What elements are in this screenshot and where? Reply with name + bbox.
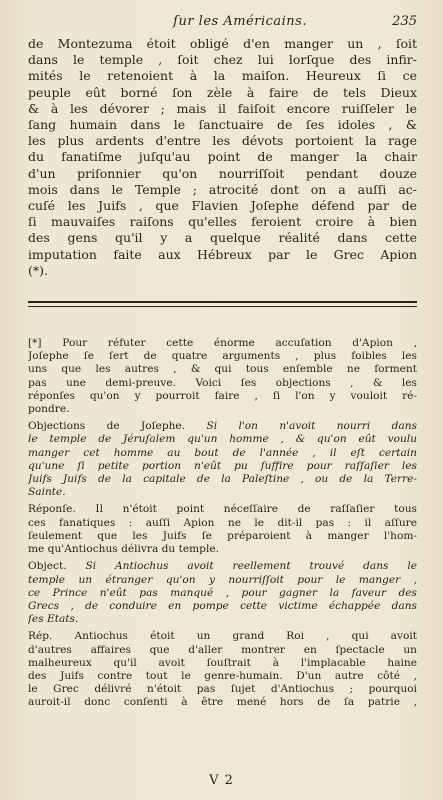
text-line: imputation faite aux Hébreux par le Grec Apion — [28, 246, 417, 262]
footnote-line: Grecs , de conduire en pompe cette victime échappée dans — [28, 599, 417, 612]
objection-text: Si l'on n'avoit nourri dans — [185, 420, 417, 433]
objection-text: Si Antiochus avoit reellement trouvé dans le — [66, 560, 417, 573]
footnote-line: d'autres affaires que d'aller montrer en ſpectacle un — [28, 643, 417, 656]
text-line: les plus ardents d'entre les dévots portoient la rage — [28, 133, 417, 149]
text-line: mois dans le Temple ; atrocité dont on a auſſi ac- — [28, 181, 417, 197]
footnote-line — [28, 420, 417, 433]
footnote-divider — [28, 301, 417, 307]
footnote-line: me qu'Antiochus délivra du temple. — [28, 543, 219, 556]
footnote-line: ce Prince n'eût pas manqué , pour gagner la faveur des — [28, 586, 417, 599]
footnote-line: pondre. — [28, 403, 70, 416]
footnote-line: Sainte. — [28, 486, 66, 499]
footnote-line: ſes Etats. — [28, 613, 79, 626]
footnote-line: qu'une ſi petite portion n'eût pu ſuffire pour raſſaſier les — [28, 459, 417, 472]
page-number: 235 — [392, 14, 417, 29]
objection-lead: Objections de Joſephe. — [28, 420, 186, 433]
text-line: ſi mauvaiſes raiſons qu'elles feroient croire à bien — [28, 214, 417, 230]
text-line: dans le temple , ſoit chez lui lorſque des infir- — [28, 52, 417, 68]
footnote-objection-2 — [28, 560, 417, 626]
objection-lead: Object. — [28, 560, 67, 573]
footnote-line: uns que les autres , & qui tous enſemble ne forment — [28, 363, 417, 376]
text-line: cuſé les Juifs , que Flavien Joſephe défend par de — [28, 198, 417, 214]
text-line: ſang humain dans le ſanctuaire de ſes idoles , & — [28, 117, 417, 133]
footnote-line: pas une demi-preuve. Voici ſes objections , & les — [28, 376, 417, 389]
footnote-line: Rép. Antiochus étoit un grand Roi , qui avoit — [28, 630, 417, 643]
footnote-line: manger cet homme au bout de l'année , il eſt certain — [28, 446, 417, 459]
footnote-line: Joſephe ſe ſert de quatre arguments , plus foibles les — [28, 350, 417, 363]
footnotes — [28, 337, 417, 709]
footnote-line — [28, 560, 417, 573]
text-line: peuple eût borné ſon zèle à faire de tels Dieux — [28, 84, 417, 100]
footnote-line: [*] Pour réfuter cette énorme accuſation d'Apion , — [28, 337, 417, 350]
text-line: mités le retenoient à la maiſon. Heureux ſi ce — [28, 68, 417, 84]
footnote-intro — [28, 337, 417, 416]
footnote-line: Juifs Juifs de la capitale de la Paleſtine , ou de la Terre- — [28, 473, 417, 486]
text-line: (*). — [28, 262, 48, 278]
footnote-objection-1 — [28, 420, 417, 499]
text-line: d'un priſonnier qu'on nourriſſoit pendant douze — [28, 165, 417, 181]
running-head — [28, 14, 417, 32]
text-line: de Montezuma étoit obligé d'en manger un , ſoit — [28, 36, 417, 51]
footnote-line: ces fanatiques : auſſi Apion ne le dit-il pas : il aſſure — [28, 516, 417, 529]
text-line: des gens qu'il y a quelque réalité dans cette — [28, 230, 417, 246]
text-line: & à les dévorer ; mais il faiſoit encore ruiſſeler le — [28, 100, 417, 116]
signature-mark: V 2 — [209, 773, 234, 788]
footnote-line: auroit-il donc conſenti à être mené hors de ſa patrie , — [28, 696, 417, 709]
footnote-line: malheureux qu'il avoit ſouſtrait à l'implacable haine — [28, 656, 417, 669]
footnote-line: le temple de Jéruſalem qu'un homme , & qu'on eût voulu — [28, 433, 417, 446]
footnote-line: des Juifs contre tout le genre-humain. D'un autre côté , — [28, 669, 417, 682]
footnote-line: temple un étranger qu'on y nourriſſoit pour le manger , — [28, 573, 417, 586]
footnote-line: le Grec délivré n'étoit pas ſujet d'Antiochus ; pourquoi — [28, 683, 417, 696]
running-title: ſur les Américains. — [173, 14, 307, 29]
footnote-response-1 — [28, 503, 417, 556]
footnote-line: réponſes qu'on y pourroit faire , ſi l'on y vouloit ré- — [28, 389, 417, 402]
footnote-line: Réponſe. Il n'étoit point néceſſaire de raſſaſier tous — [28, 503, 417, 516]
footnote-response-2 — [28, 630, 417, 709]
main-text — [28, 36, 417, 279]
text-line: du fanatiſme juſqu'au point de manger la chair — [28, 149, 417, 165]
footnote-line: ſeulement que les Juifs ſe préparoient à manger l'hom- — [28, 529, 417, 542]
